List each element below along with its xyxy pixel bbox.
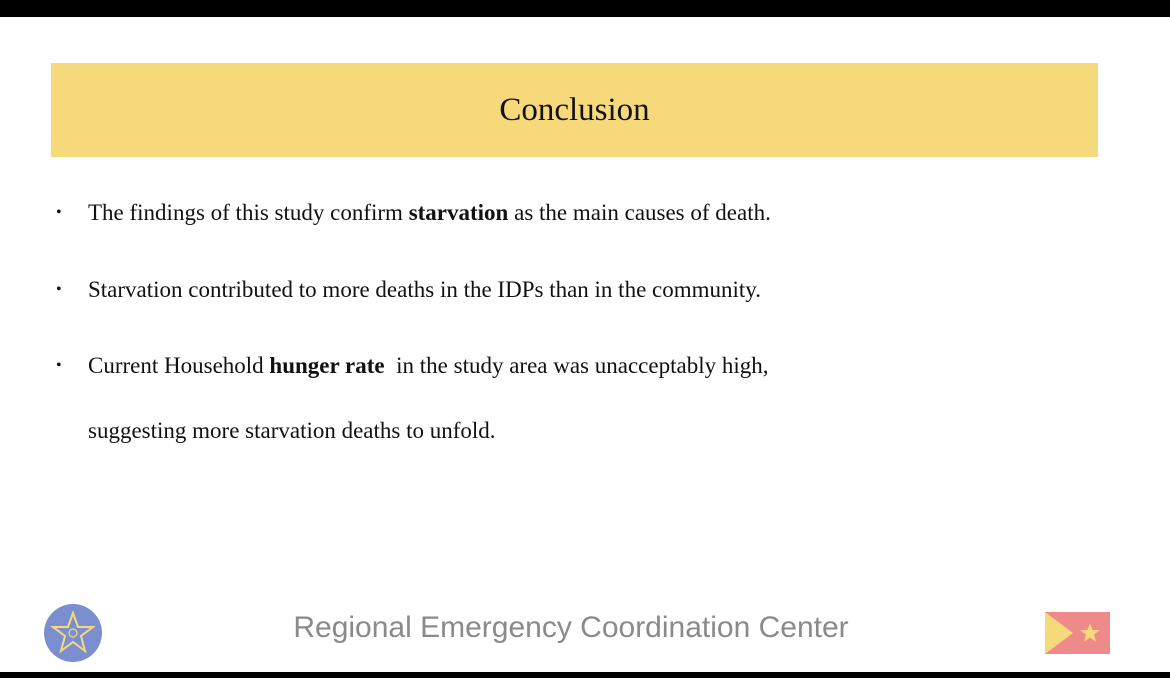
bullet-dot: • [56, 204, 62, 221]
bullet-item-2 [56, 277, 761, 303]
bullet-item-3 [56, 353, 768, 379]
footer-organization-name: Regional Emergency Coordination Center [293, 611, 849, 644]
bullet-1-bold: starvation [408, 200, 509, 225]
bullet-3-text-post: in the study area was unacceptably high, [384, 353, 769, 378]
bullet-3-text-pre: Current Household [88, 353, 270, 378]
bullet-2-text: Starvation contributed to more deaths in the IDPs than in the community. [88, 277, 762, 302]
title-band [51, 63, 1098, 157]
bullet-3-bold: hunger rate [269, 353, 385, 378]
bullet-3-continuation: suggesting more starvation deaths to unfold. [88, 418, 496, 443]
top-letterbox-bar [0, 0, 1170, 17]
slide-title: Conclusion [499, 91, 650, 128]
bullet-1-text-pre: The findings of this study confirm [88, 200, 409, 225]
tigray-flag-icon [1045, 612, 1110, 654]
bullet-item-1 [56, 200, 771, 226]
bottom-letterbox-bar [0, 672, 1170, 678]
bullet-1-text-post: as the main causes of death. [508, 200, 771, 225]
bullet-dot: • [56, 357, 62, 374]
bullet-dot: • [56, 281, 62, 298]
